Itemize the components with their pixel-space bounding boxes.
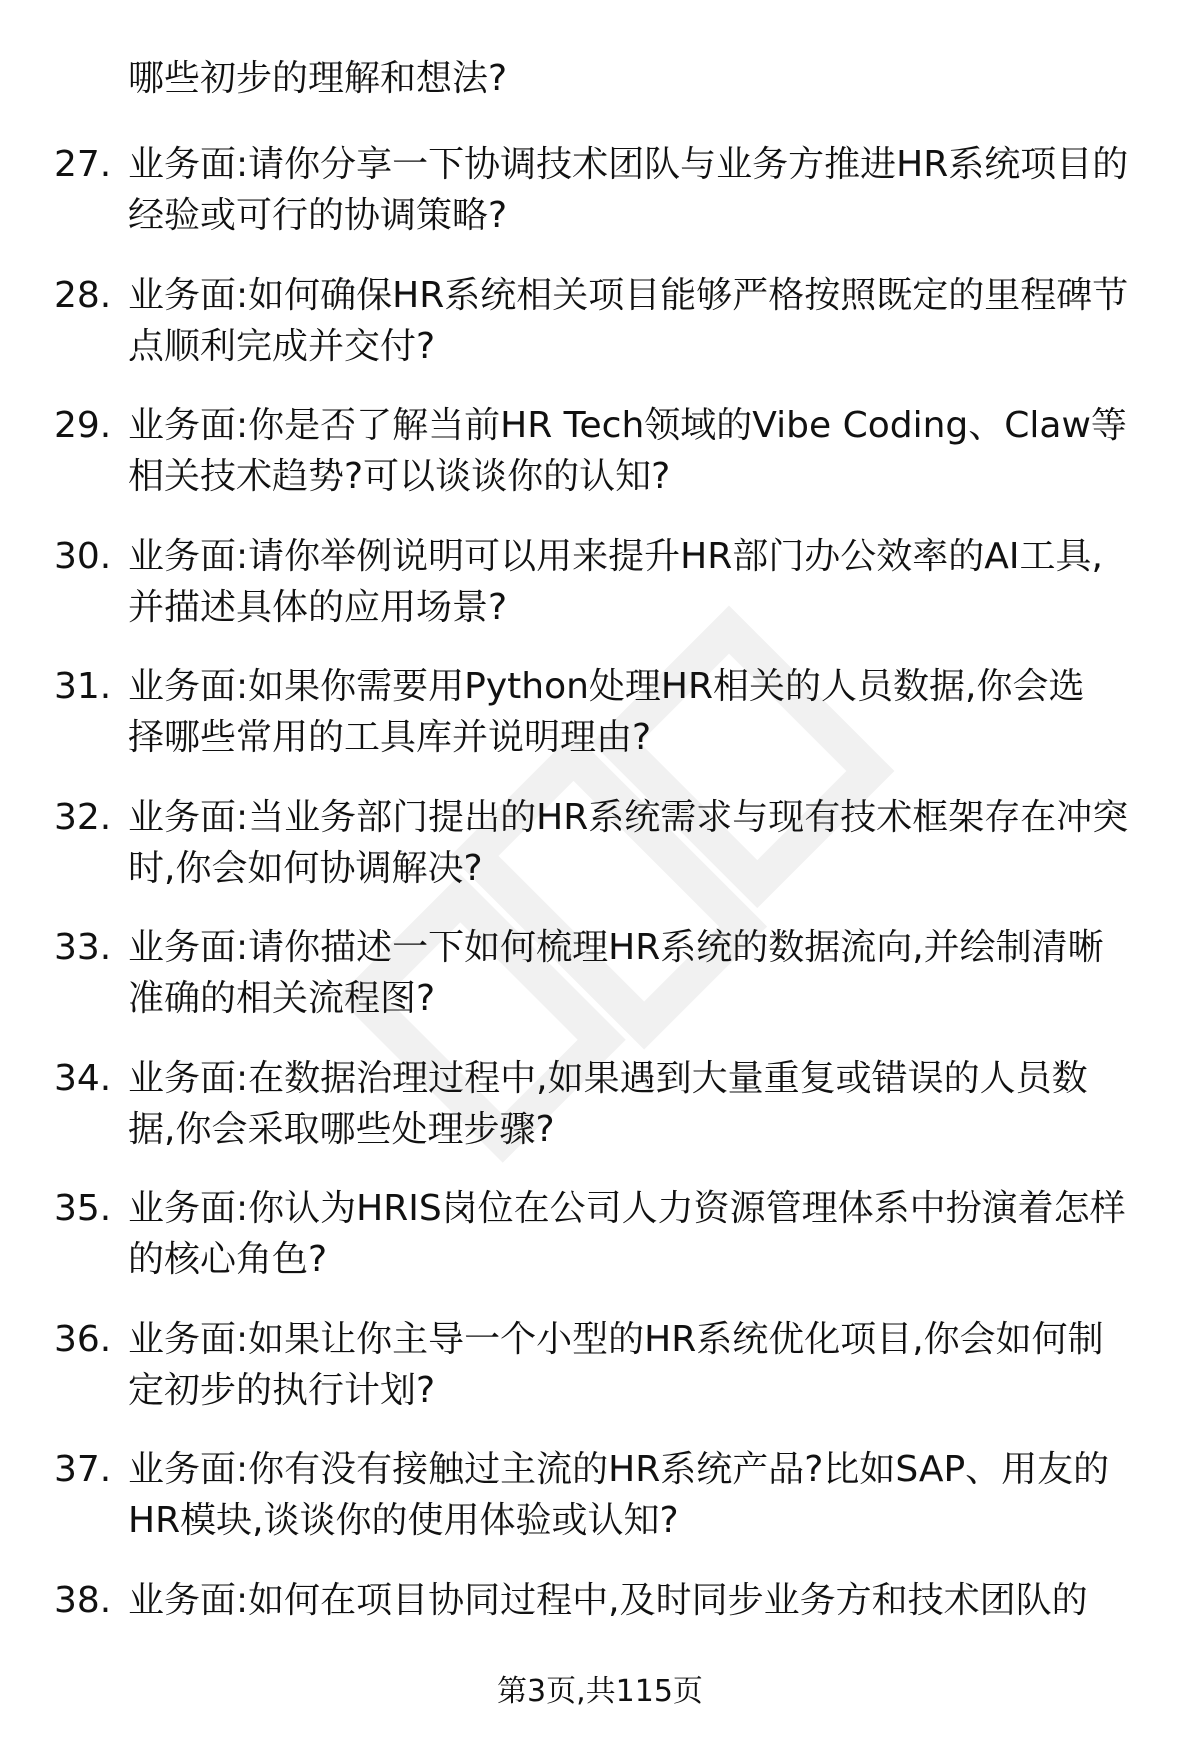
question-text-line: 定初步的执行计划? [128,1369,436,1411]
question-text-line: HR模块,谈谈你的使用体验或认知? [128,1500,679,1541]
question-number: 30. [54,535,112,577]
continuation-line: 哪些初步的理解和想法? [128,58,508,99]
question-item [0,1054,1200,1185]
question-item [0,532,1200,663]
question-item [0,140,1200,271]
question-text-line: 准确的相关流程图? [128,978,436,1019]
question-number: 33. [54,927,112,968]
question-item [0,1184,1200,1315]
question-number: 35. [54,1188,112,1229]
question-number: 34. [54,1057,112,1099]
question-text-line: 业务面:如何在项目协同过程中,及时同步业务方和技术团队的 [128,1579,1088,1621]
question-number: 37. [54,1449,112,1490]
question-text-line: 点顺利完成并交付? [128,325,436,367]
question-text-line: 业务面:在数据治理过程中,如果遇到大量重复或错误的人员数 [128,1057,1088,1099]
question-number: 32. [54,796,112,838]
question-item [0,271,1200,402]
question-text-line: 业务面:如何确保HR系统相关项目能够严格按照既定的里程碑节 [128,274,1129,316]
question-number: 28. [54,274,112,316]
question-text-line: 业务面:你认为HRIS岗位在公司人力资源管理体系中扮演着怎样 [128,1188,1126,1229]
question-text-line: 业务面:请你分享一下协调技术团队与业务方推进HR系统项目的 [128,144,1129,185]
question-item [0,793,1200,924]
question-item [0,923,1200,1054]
question-text-line: 择哪些常用的工具库并说明理由? [128,717,652,758]
question-text-line: 业务面:当业务部门提出的HR系统需求与现有技术框架存在冲突 [128,796,1129,838]
question-text-line: 相关技术趋势?可以谈谈你的认知? [128,456,671,497]
question-number: 29. [54,405,112,446]
question-text-line: 业务面:请你描述一下如何梳理HR系统的数据流向,并绘制清晰 [128,927,1104,968]
page-footer: 第3页,共115页 [497,1674,703,1709]
question-item [0,1315,1200,1446]
question-item [0,662,1200,793]
question-text-line: 据,你会采取哪些处理步骤? [128,1108,555,1150]
question-number: 27. [54,144,112,185]
question-number: 31. [54,666,112,707]
question-text-line: 业务面:请你举例说明可以用来提升HR部门办公效率的AI工具, [128,535,1103,577]
question-text-line: 业务面:你是否了解当前HR Tech领域的Vibe Coding、Claw等 [128,405,1127,446]
question-text-line: 经验或可行的协调策略? [128,195,508,236]
question-item [0,1445,1200,1576]
question-list [0,140,1200,1706]
question-text-line: 业务面:如果让你主导一个小型的HR系统优化项目,你会如何制 [128,1318,1104,1360]
question-text-line: 的核心角色? [128,1239,328,1280]
question-item [0,401,1200,532]
question-number: 38. [54,1579,112,1621]
question-number: 36. [54,1318,112,1360]
question-text-line: 业务面:你有没有接触过主流的HR系统产品?比如SAP、用友的 [128,1449,1110,1490]
question-text-line: 时,你会如何协调解决? [128,847,483,889]
question-text-line: 并描述具体的应用场景? [128,586,508,628]
question-text-line: 业务面:如果你需要用Python处理HR相关的人员数据,你会选 [128,666,1085,707]
